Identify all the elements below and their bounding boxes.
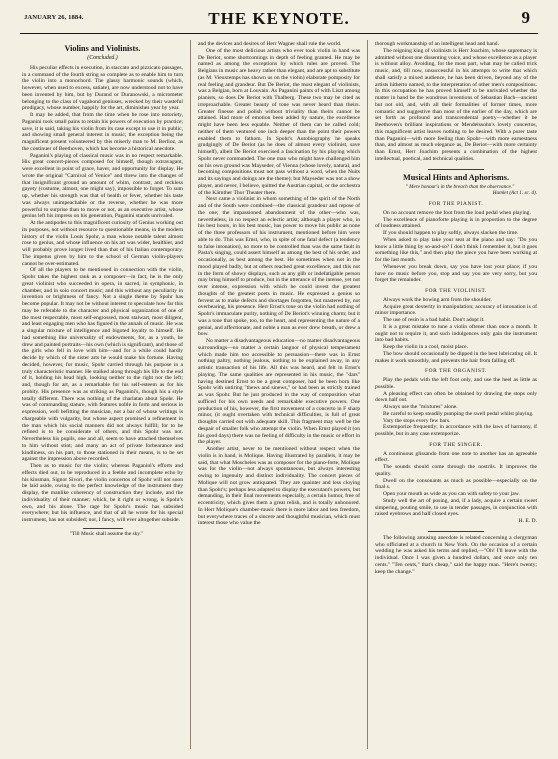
hint: Whenever you break down, say you have lost your place; if you have no music before you, stop and say you are very sorry, but you forget the remainder. [375, 263, 537, 284]
page-number: 9 [521, 8, 530, 27]
issue-date: JANUARY 26, 1884. [24, 14, 84, 21]
column-3 [375, 41, 537, 751]
footnote-rule [83, 528, 123, 529]
paragraph: thorough workmanship of an intelligent head and hand. [375, 41, 499, 47]
paragraph: One of the most delicious artists who ever took violin in hand was De Beriot, some shortcomings in depth of feeling granted. He may be named as among the exceptions by which rules are proved. The Belgians in music are heavy rather than elegant, and are apt to substitute (as M. Vieuxtemps has shown us on the violin) elaborate pomposity for real feeling and grandeur. But De Beriot, the most elegant of violinists, was a Belgian, born at Louvain. As Paganini paints of with Liszt among pianists, so does De Beriot with Thalberg. These two may be cited as irreproachable. Greater beauty of tone was never heard than theirs. Greater finesse and polish without triviality than theirs cannot be attained. Had more of emotion been added by nature, the excellence might have been less equable. Neither of them can be called cold; neither of them ventured one inch deeper than the point their powers enabled them to fathom. In Spohr's Autobiography he speaks grudgingly of De Beriot (as he does of almost every violinist, save himself), albeit De Beriot exercised a fascination by his playing which Spohr never commanded. The one man who might have challenged him on his own ground was Mayseder, of Vienna (whose lovely, natural, and becoming compositions must not pass without a word, when the Nuits and its sayings and doings are the theme); but Mayseder was not a show player, and never, I believe, quitted the Austrian capital, or the orchestra of the Kärnther Thor Theater there. [198, 47, 360, 196]
hint: Open your mouth as wide as you can with safety to your jaw. [383, 491, 520, 497]
hint: On no account remove the foot from the loud pedal when playing. [383, 209, 531, 216]
section-heading-organist: FOR THE ORGANIST. [425, 368, 487, 375]
hint: Always work the bowing arm from the shoulder. [383, 296, 492, 303]
hint: The use of resin is a bad habit. Don't adopt it. [383, 317, 485, 323]
masthead [0, 0, 558, 36]
section-heading-violinist: FOR THE VIOLINIST. [425, 288, 487, 294]
masthead-rule [20, 33, 538, 34]
paragraph: Paganini's playing of classical music was in no respect remarkable. His great concert-pieces composed for himself, though extravagant, were excellent in point of grace, haver, and opportunity for display. He wrote the original "Carnival of Venice" and threw into the changes of that insignificant ground an amount of whim, contrast, and reckless gayety (costume, almost, one might say), impossible to forget. To sum up, whether his strength was that of health or fever, whether his taste was always unimpeachable or the reverse, whether he was more powerful to surprise than to move or not, as an executive artist, whose genius left his impress on his generation, Paganini stands unrivaled. [22, 152, 183, 220]
signature: H. E. D. [518, 518, 537, 524]
column-divider [367, 40, 368, 749]
section-heading-singer: FOR THE SINGER. [429, 441, 483, 448]
hint: Study well the art of posing, and, if a lady, acquire a certain sweet simpering, pouting smile, to use in tender passages, in conjunction with raised eyebrows and half closed eyes. [375, 497, 537, 518]
paragraph: His peculiar effects in execution, in staccato and pizzicato passages, in a command of the fourth string so complete as to enable him to turn the violin into a monochord. The glassy harmonic sounds (which, however, when used to excess, satiate), are now understood not to have been invented by him, but by Durand or Duranowski, a micrometer belonging to the class of vagabond geniuses, wrecked by their wasteful prodigacy, whose number, happily for the art, diminishes year by year. [22, 64, 183, 112]
footnote: "Till Music shall assume the sky." [69, 530, 144, 537]
paragraph: No matter a disadvantageous education—no matter disadvantageous surroundings—no matter a certain languor of physical temperament which made him too accessible to persuasion—there was in Ernst nothing paltry, nothing jealous, nothing to be explained away, in any artistic transaction of his life. All this was heard, and felt in Ernst's playing. The same qualities are represented in his music, the "dars" having destined Ernst to be a great composer, had he been born like Spohr with untiring "thews and sinews," or had been as strictly trained as was Spohr. But he just produced in the way of composition what sufficed for his own needs and remarkable executive powers. One production of his, however, the first movement of a concerto in F sharp minor, (it ought overtaken with technical difficulties, is full of great thoughts carried out with adequate skill. This fragment may well be the despair of smaller folk who attempt the violin. When Ernst played it (on his good days) there was no feeling of difficulty in the music or effort in the player. [198, 338, 360, 446]
section-heading-pianist: FOR THE PIANIST. [428, 201, 484, 207]
epigraph: " Mere honour's in the breach than the observance." [405, 183, 515, 190]
hint: A continuous glissando from one note to another has an agreeable effect. [375, 450, 537, 464]
paragraph: At the antipodes to this magnificent curiosity of Genius working out its purposes, not without resource to questionable means, in the modern history of the violin Louis Spohr, a man whose notable talent almost rose to genius, and whose influence on his art was wider, healthier, and will probably prove longer lived than that of his Italian contemporary. The impetus given by him to the school of German violin-players cannot be over-estimated. [22, 220, 183, 267]
column-2 [198, 41, 360, 751]
hint: The bow should occasionally be dipped in the best lubricating oil. It makes it work smoothly, and prevents the hair from falling off. [375, 350, 537, 364]
hint: Acquire great dexterity in manipulation; accuracy of intonation is of minor importance. [375, 303, 537, 317]
paragraph: Another artist, never to be mentioned without respect when the violin is in hand, is Molique. Having illustrated by parallels, it may be said, that what Moscheles was as composer for the piano-forte, Molique was for the violin—not always spontaneous, but always interesting owing to ingenuity and distinct individuality. The concert pieces of Molique will not grow antiquated. They are quainter and less cloying than Spohr's; perhaps less adapted to display the executant's powers, but demanding, in their final movements especially, a certain humor, free of eccentricity, which gives them a great relish, and is totally unhonored. In Herr Molique's chamber-music there is more labor and less freedom, but everywhere traces of a sincere and thoughtful musician, which must interest those who value the [198, 446, 360, 527]
article-heading: Violins and Violinists. [64, 44, 141, 53]
hint: Keep the violin in a cool, moist place. [383, 344, 468, 350]
hint: Dwell on the consonants as much as possible—especially on the final s. [375, 477, 537, 491]
hint: Play the pedals with the left foot only, and use the heel as little as possible. [375, 377, 537, 390]
epigraph-source: Hamlet (Act 1. sc. 4). [492, 190, 537, 197]
column-1 [22, 41, 183, 751]
paragraph: Next came a violinist in whom something of the spirit of the North and of the South were combined—the classical grandeur and repose of the one; the impassioned abandonment of the other—who was, nevertheless, in no respect an eclectic artist; although a player who, in his best hours, in his best music, has power to move his public as none of the three professors of his instrument, mentioned before him were able to do. This was Ernst, who, in spite of one fatal defect (a tendency to false intonation), no more to be controlled than was the same fault in Pasta's singing, could assert himself as among the best of his order, and occasionally, as best among the best. He sometimes when not in the mood played badly, but at others reached great excellence, and this not in the form of showy displays, such as any glib or indefatigable person may bring himself to produce, but in the utterance of the intense, yet not over intense, expression with which he could invest the greatest thoughts of the greatest poets in music. He expressed a genius so fervent as to make defects and shortages forgotten, but mastered by, not overbearing, his presence. Herr Ernst's tone on the violin had nothing of Spohr's immaculate purity, nothing of De Beriot's winning charm; but it was a tone that spoke, too, to the heart, and representing the nature of a genial, and affectionate, and noble a man as ever drew breath, or drew a bow. [198, 196, 360, 338]
hint: Extemporize frequently; in accordance with the laws of harmony, if possible, but in any case extemporize. [375, 424, 537, 437]
hint: Vary the stops every few bars. [383, 417, 451, 424]
section-rule [428, 169, 484, 170]
hint: A pleasing effect can often be obtained by drawing the stops only down half out. [375, 390, 537, 404]
paragraph: It may be added, that from the time when he rose into notoriety, Paganini took small pains to retain his powers of execution by practice; save, it is said, taking his violin from its case except to use it in public, and showing small general interest in music; the exception being the magnificent present volunteered by this miserly man to M. Berlioz, as the continuer of Beethoven, which has become a historical anecdote. [22, 112, 183, 152]
hint: It is a great mistake to tune a violin oftener than once a month. It ought not to require it, and such indulgences only gain the instrument into bad habits. [375, 323, 537, 344]
anecdote: The following amusing anecdote is related concerning a clergyman who officiated at a church in New York. On the occasion of a certain wedding he was asked his terms and replied,—"Oh! I'll leave with the individual. Once I was given a hundred dollars, and once only ten cents." "Ten cents," that's cheap," said the happy man. "Here's twenty; keep the change." [375, 534, 537, 575]
hint: The sounds should come through the nostrils. It improves the quality. [375, 464, 537, 477]
hint: The excellence of pianoforte playing is in proportion to the degree of loudness attained. [375, 216, 537, 230]
hint: Always use the "mixtures" alone. [383, 404, 458, 410]
hint: If you should happen to play softly, always slacken the time. [383, 230, 519, 236]
paragraph: The reigning king of violinists is Herr Joachim, whose supremacy is admitted without one dissenting voice, and whose excellence as a player is without alloy. Avoiding, for the most part, what may be called trick music, and, till now, unsuccessful in his attempts to write that which shall satisfy a mixed audience, he has been driven, beyond any of the artists hitherto named, to the interpretation of other men's compositions. In this occupation he has proved himself to be unrivaled whether the matter in hand be the wondrous inventions of Sebastian Bach—ancient but not old, and, with all their formalities of former times, more romantic and suggestive than most of the earlier of the day, which are set forth as profound and transcendental poetry—whether it be Beethoven's brilliant inspirations or Mendelssohn's lovely concertos, this magnificent artist leaves nothing to be desired. With a purer taste than Paganini—with more feeling than Spohr—with more earnestness than, and almost as much elegance as, De Beriot—with more certainty than Ernst, Herr Joachim presents a combination of the highest intellectual, poetical, and technical qualities. [375, 47, 537, 162]
paragraph: Then as to music for the violin; whereas Paganini's efforts and effects died out, to be reproduced in a feeble and incomplete echo by his kinsman, Signor Sivori, the violin concertos of Spohr will not soon be laid aside, owing to the perfect knowledge of the instrument they display, the manlike coherency of construction they include, and the individuality of their manner; which, be it right or wrong, is Spohr's own, and his alone. The rage for Spohr's music has subsided everywhere; but his influence, and that of all he wrote for his special instrument, has not subsided; nor, I fancy, will ever altogether subside. [22, 463, 183, 523]
column-divider [190, 40, 191, 749]
paragraph: Of all the players to be mentioned in connection with the violin, Spohr takes the highest rank as a composer—in fact, he is the only great violinist who succeeded in opera, in sacred, in symphonic, in chamber, and in solo concert music; and this without any peculiarity in invention or brightness of fancy. Not a single theme by Spohr has become popular. It may not be without interest to speculate how far this may be referable to the character and physical organization of one of the most respectable, most self-engrossed, most stalwart, most diligent, and least engaging men who has figured in the annals of music. He was a singular mixture of intelligence and bigoted loyalty to himself. He had something like universality of endowments, for, as a youth, he drew and painted portraits—his own (which is significant), and those of the girls who fell in love with him—and for a while could hardly decide by which of the sister arts he would make his fortune. Having decided, however, for music, Spohr carried through his purpose in a truly characteristic manner. He stalked along through his life to the end of it, holding his head high, looking neither to the right nor the left; and, though for art, as a remarkable for his self-esteem as for his probity. His presence was as striking as Paganini's, though his a style totally different. There was nothing of the charlatan about Spohr. He was of commanding stature, with features noble in form and serious in expression, well befitting the musician, not a bar of whose writings is chargeable with vulgarity, but whose aspect promised a refinement in the man which his social manners did not always fulfill; for to be refined is to be considerate of others, and this Spohr was not. Nevertheless his pupils, one and all, seem to have attached themselves to him without stint; and many an act of private forbearance and kindliness, on his part, to those stationed in their means, is to be set against the impression above recorded. [22, 267, 183, 463]
section-rule [428, 531, 484, 532]
hint: When asked to play take your seat at the piano and say: "Do you know a little thing by so-and-so? I don't think I remember it, but it goes something like this," and then play the piece you have been working at for the last month. [375, 236, 537, 263]
paragraph: and the devices and desires of Herr Wagner shall rule the world. [198, 41, 342, 47]
section-title: Musical Hints and Aphorisms. [402, 172, 509, 182]
paper-title: THE KEYNOTE. [208, 9, 350, 28]
hint: Be careful to keep steadily pumping the swell pedal whilst playing. [383, 410, 534, 417]
article-subheading: (Concluded.) [87, 55, 118, 61]
